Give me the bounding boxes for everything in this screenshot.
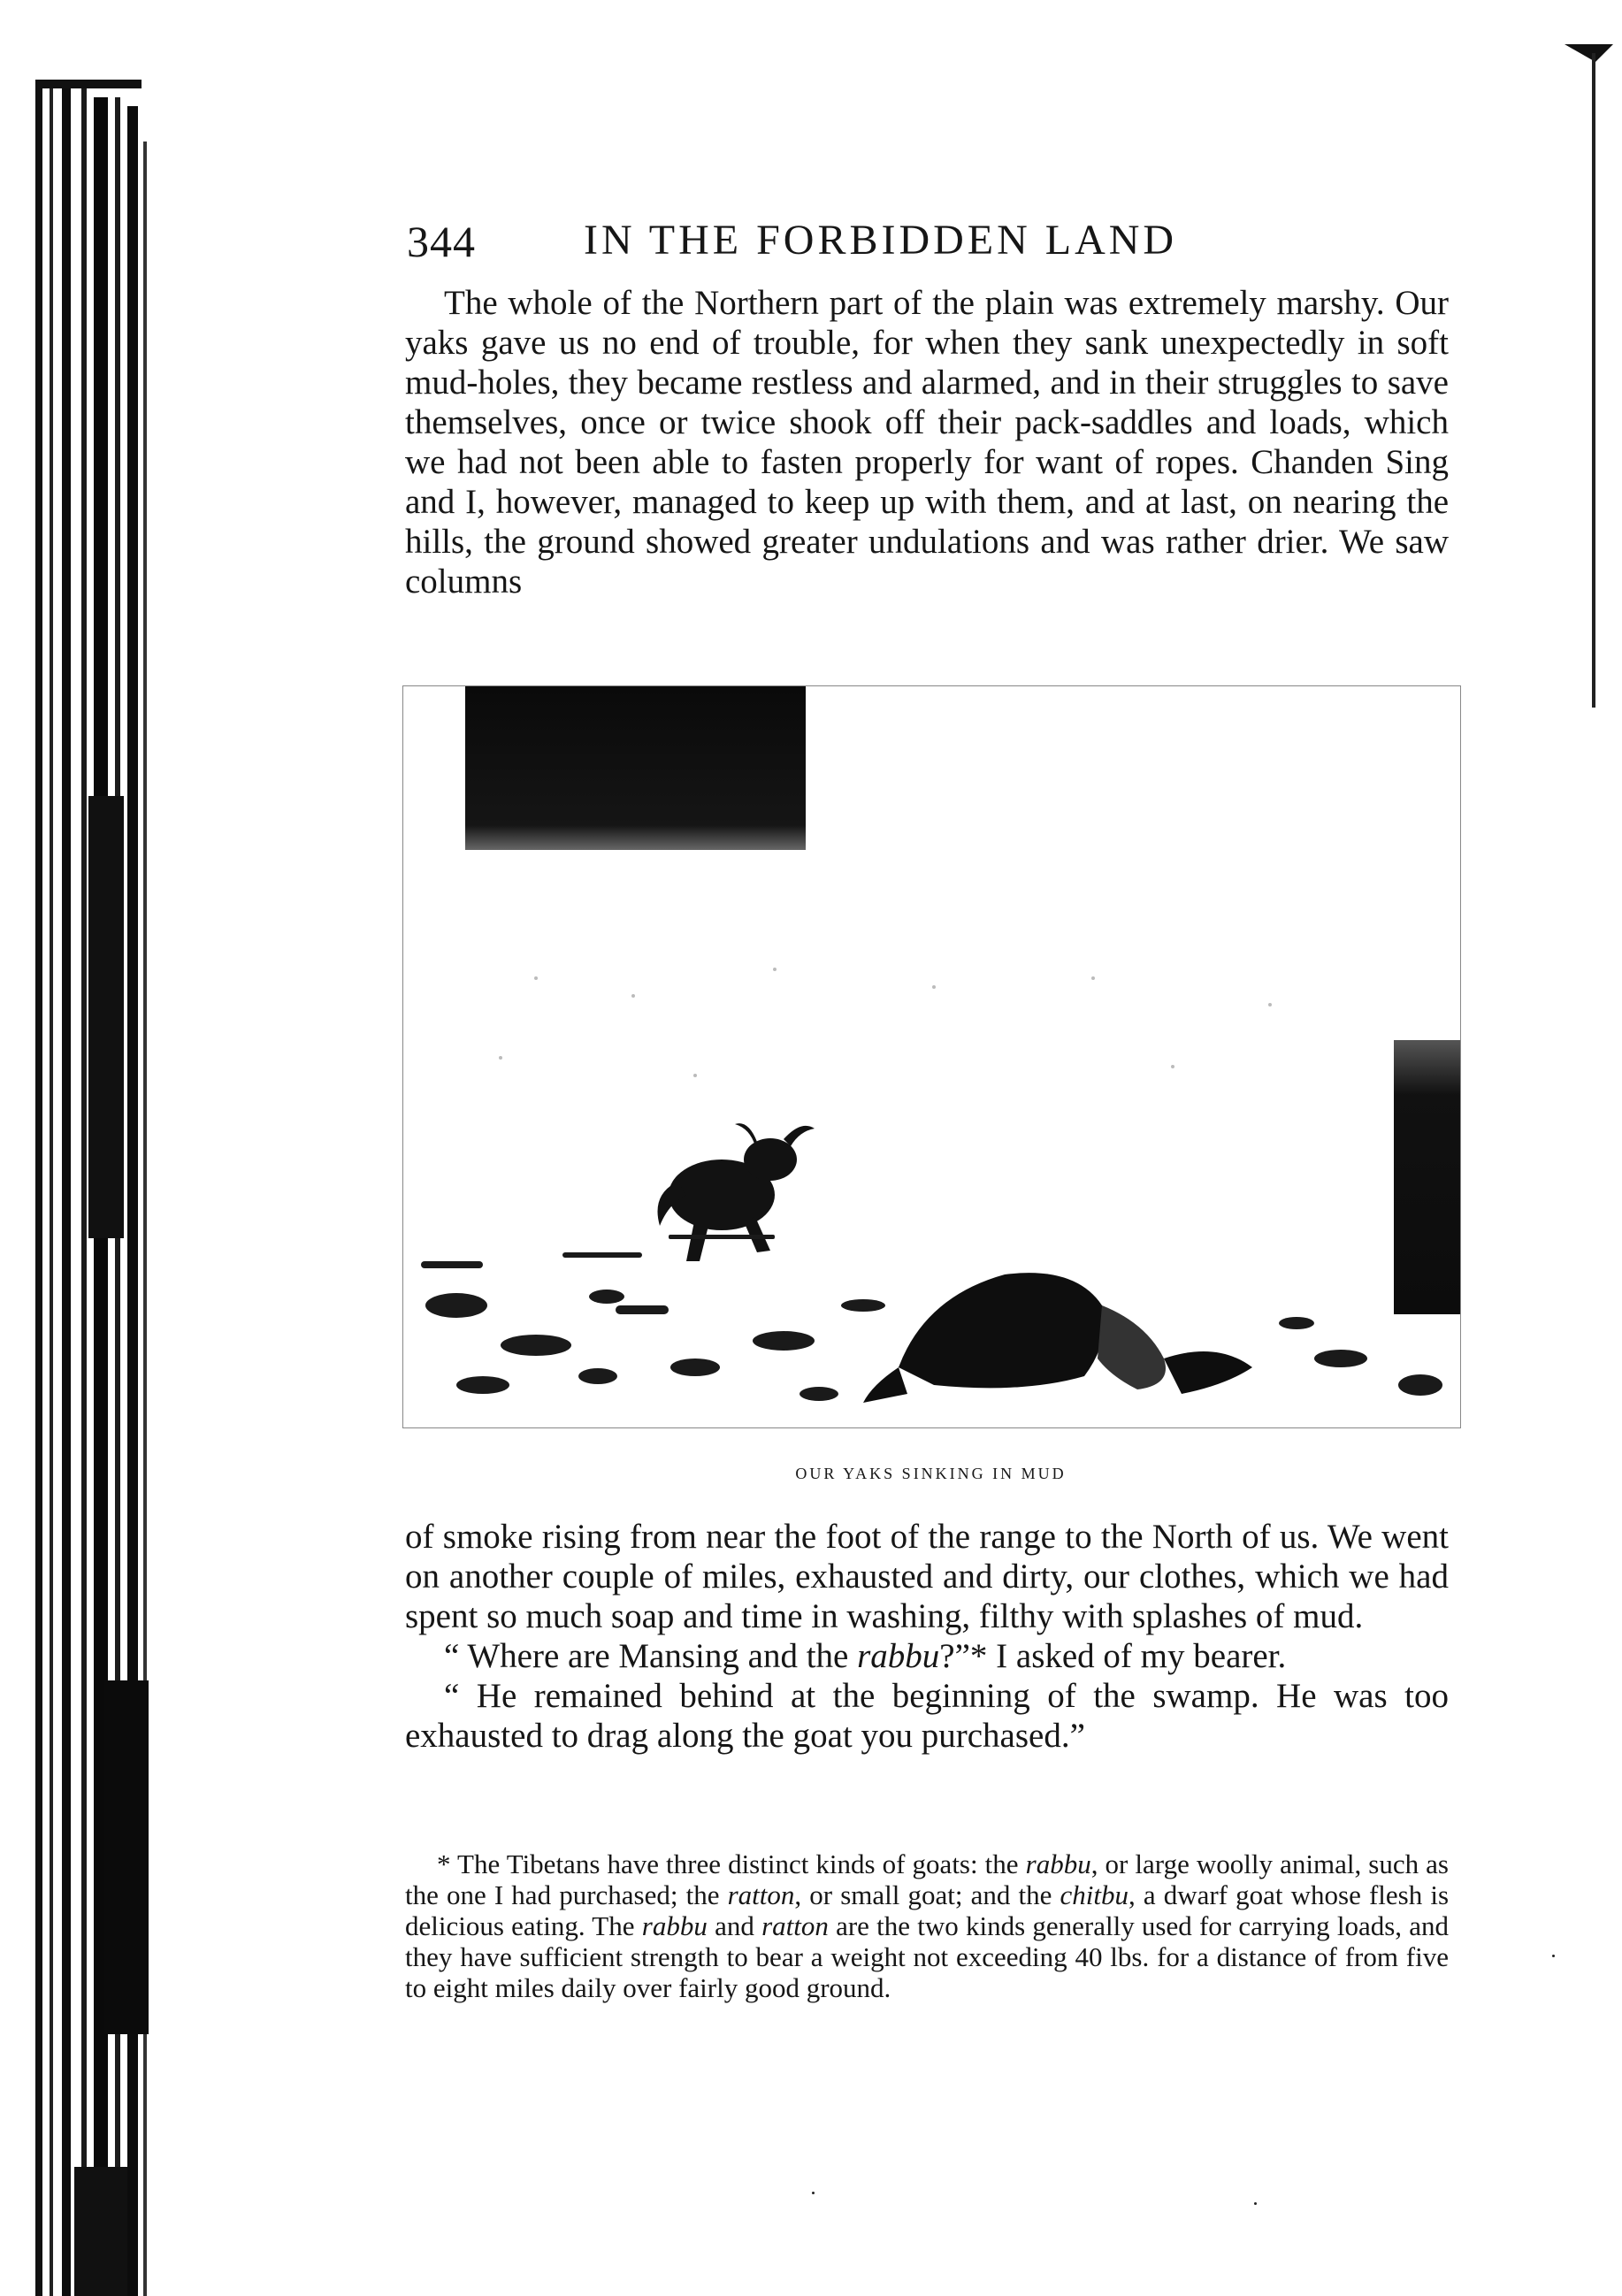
- footnote-marker: *: [437, 1848, 451, 1879]
- dialogue-question-term: rabbu: [857, 1637, 940, 1675]
- dialogue-question-start: “ Where are Mansing and the: [444, 1637, 849, 1675]
- ink-speck: [1552, 1955, 1555, 1957]
- dark-right-block: [1394, 1040, 1460, 1314]
- yaks-in-mud-photo: [403, 686, 1460, 1427]
- crop-mark: [1560, 35, 1622, 708]
- ink-speck: [812, 2192, 815, 2194]
- footnote-term: ratton: [727, 1879, 795, 1910]
- dialogue-answer: “ He remained behind at the beginning of the swamp. He was too exhausted to drag along the goat you purchased.”: [405, 1677, 1449, 1755]
- sinking-yak: [863, 1273, 1252, 1403]
- page-header: [407, 216, 1450, 269]
- footnote-term: rabbu: [641, 1910, 708, 1941]
- page-number: 344: [407, 217, 476, 266]
- body-text-top: [405, 283, 1449, 601]
- footnote-part: The Tibetans have three distinct kinds of goats: the: [457, 1848, 1019, 1879]
- illustration-plate: [402, 685, 1461, 1428]
- dialogue-question: [405, 1636, 1449, 1676]
- running-title: IN THE FORBIDDEN LAND: [584, 217, 1178, 264]
- footnote: [405, 1848, 1449, 2003]
- footnote-part: , or large woolly animal, such as the one I had purchased; the: [405, 1848, 1449, 1910]
- footnote-term: rabbu: [1025, 1848, 1091, 1879]
- footnote-part: , or small goat; and the: [794, 1879, 1052, 1910]
- standing-yak: [658, 1123, 815, 1261]
- footnote-part: and: [715, 1910, 754, 1941]
- footnote-part: are the two kinds generally used for carrying loads, and they have sufficient strength to bear a weight not exceeding 40 lbs. for a distance of from five to eight miles daily over fairly good ground.: [405, 1910, 1450, 2003]
- footnote-term: chitbu: [1060, 1879, 1129, 1910]
- dark-sky-block: [465, 686, 806, 850]
- dialogue-question-end: ?”* I asked of my bearer.: [939, 1637, 1287, 1675]
- body-text-bottom: [405, 1517, 1449, 1756]
- footnote-term: ratton: [761, 1910, 829, 1941]
- paragraph-2: of smoke rising from near the foot of the range to the North of us. We went on another couple of miles, exhausted and dirty, our clothes, which we had spent so much soap and time in washing, filthy with splashes of mud.: [405, 1518, 1449, 1635]
- paragraph-1: The whole of the Northern part of the plain was extremely marshy. Our yaks gave us no end of trouble, for when they sank unexpectedly in soft mud-holes, they became restless and alarmed, and in their struggles to save themselves, once or twice shook off their pack-saddles and loads, which we had not been able to fasten properly for want of ropes. Chanden Sing and I, however, managed to keep up with them, and at last, on nearing the hills, the ground showed greater undulations and was rather drier. We saw columns: [405, 284, 1449, 601]
- footnote-text: [405, 1848, 1449, 2003]
- illustration-caption: OUR YAKS SINKING IN MUD: [795, 1465, 1067, 1482]
- ink-speck: [1254, 2202, 1257, 2205]
- footnote-part: , a dwarf goat whose flesh is delicious eating. The: [405, 1879, 1450, 1941]
- binding-edge-shadow: [0, 0, 195, 2296]
